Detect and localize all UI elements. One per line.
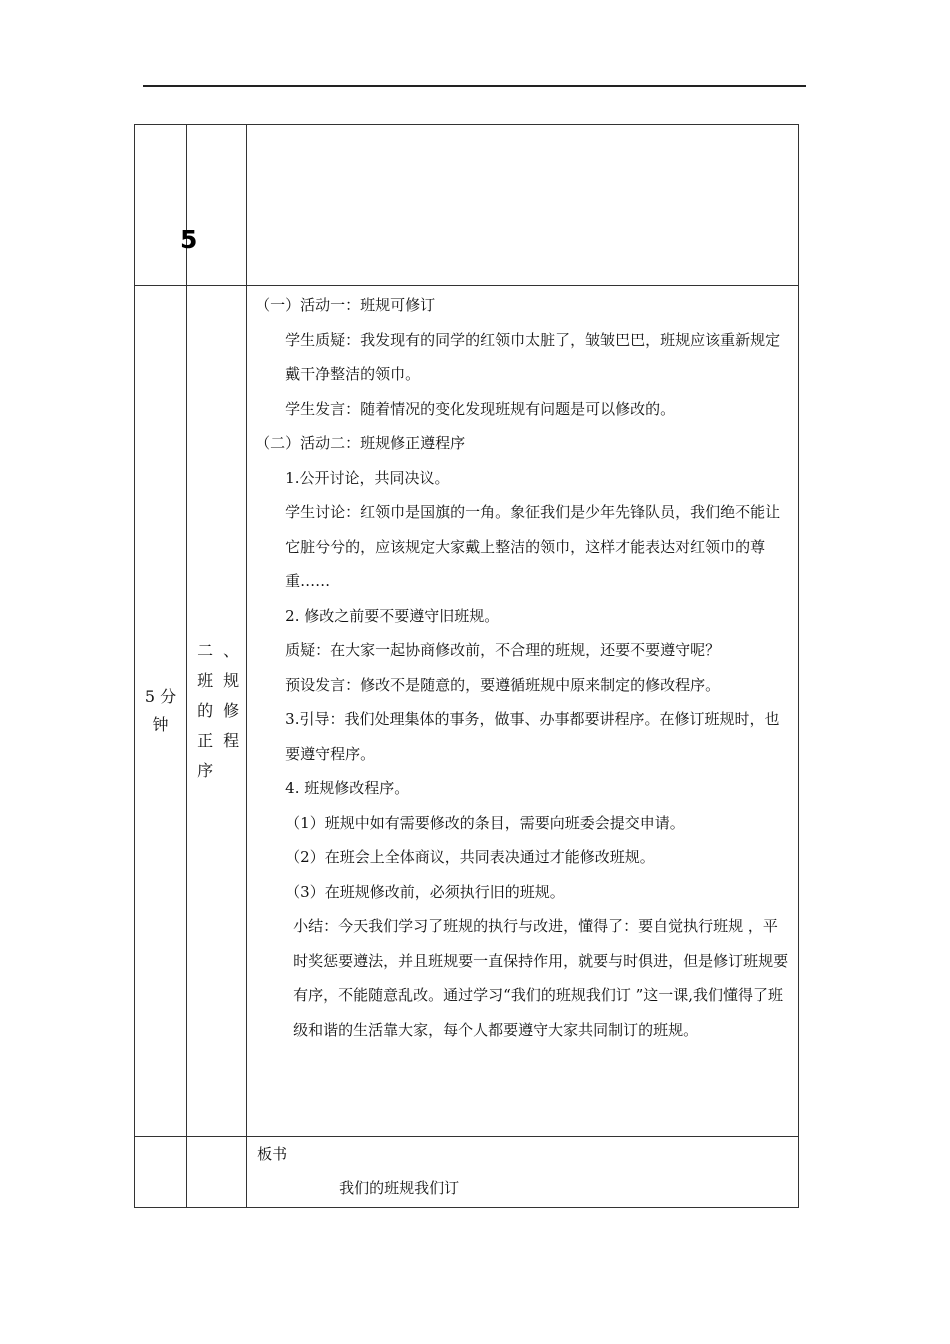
content-paragraph: 4. 班规修改程序。 bbox=[285, 779, 410, 797]
section-char: 二 bbox=[197, 641, 214, 660]
section-title bbox=[187, 636, 246, 786]
board-section-cell bbox=[187, 1137, 247, 1208]
content-paragraph: 3.引导：我们处理集体的事务，做事、办事都要讲程序。在修订班规时，也要遵守程序。 bbox=[285, 710, 780, 763]
section-char: 规 bbox=[223, 671, 240, 690]
board-label: 板书 bbox=[257, 1145, 288, 1163]
board-cell bbox=[247, 1137, 799, 1208]
content-paragraph: （二）活动二：班规修正遵程序 bbox=[255, 434, 466, 452]
top-section-cell bbox=[187, 125, 247, 286]
board-time-cell bbox=[135, 1137, 187, 1208]
content-paragraph: 学生质疑：我发现有的同学的红领巾太脏了，皱皱巴巴，班规应该重新规定戴干净整洁的领巾。 bbox=[285, 330, 781, 383]
content-paragraph: 学生讨论：红领巾是国旗的一角。象征我们是少年先锋队员，我们绝不能让它脏兮兮的，应该规定大家戴上整洁的领巾，这样才能表达对红领巾的尊重…… bbox=[285, 503, 781, 590]
section-cell bbox=[187, 286, 247, 1137]
table-row-board bbox=[135, 1137, 799, 1208]
content-paragraph: （2）在班会上全体商议，共同表决通过才能修改班规。 bbox=[285, 848, 655, 866]
section-char: 班 bbox=[197, 671, 214, 690]
section-char: 程 bbox=[223, 731, 240, 750]
content-paragraph: 小结：今天我们学习了班规的执行与改进，懂得了：要自觉执行班规 ，平时奖惩要遵法，并且班规要一直保持作用，就要与时俱进，但是修订班规要有序，不能随意乱改。通过学习“我们的班规我们订 ”这一课,我们懂得了班级和谐的生活靠大家，每个人都要遵守大家共同制订的班规。 bbox=[293, 917, 789, 1039]
lesson-content bbox=[247, 286, 798, 1047]
content-paragraph: （一）活动一：班规可修订 bbox=[255, 296, 436, 314]
content-cell bbox=[247, 286, 799, 1137]
section-char: 、 bbox=[223, 641, 240, 660]
content-paragraph: 预设发言：修改不是随意的，要遵循班规中原来制定的修改程序。 bbox=[285, 675, 721, 694]
top-content-cell bbox=[247, 125, 799, 286]
time-line: 钟 bbox=[152, 715, 169, 734]
section-char: 序 bbox=[197, 761, 214, 780]
header-rule bbox=[143, 85, 806, 87]
time-cell bbox=[135, 286, 187, 1137]
top-time-cell bbox=[135, 125, 198, 286]
board-title: 我们的班规我们订 bbox=[339, 1179, 460, 1197]
table-row-top bbox=[135, 125, 799, 286]
content-paragraph: 2. 修改之前要不要遵守旧班规。 bbox=[285, 606, 500, 625]
content-paragraph: 学生发言：随着情况的变化发现班规有问题是可以修改的。 bbox=[285, 399, 676, 418]
time-line: 5 分 bbox=[144, 687, 177, 706]
table-row-main bbox=[135, 286, 799, 1137]
content-paragraph: 质疑：在大家一起协商修改前，不合理的班规，还要不要遵守呢？ bbox=[285, 641, 721, 659]
top-row-number: 5 bbox=[180, 225, 198, 254]
content-paragraph: 1.公开讨论，共同决议。 bbox=[285, 468, 450, 487]
content-paragraph: （3）在班规修改前，必须执行旧的班规。 bbox=[285, 882, 565, 901]
section-char: 正 bbox=[197, 731, 214, 750]
lesson-plan-table bbox=[134, 124, 799, 1208]
content-paragraph: （1）班规中如有需要修改的条目，需要向班委会提交申请。 bbox=[285, 813, 685, 832]
section-char: 的 bbox=[197, 701, 214, 720]
section-char: 修 bbox=[223, 701, 240, 720]
